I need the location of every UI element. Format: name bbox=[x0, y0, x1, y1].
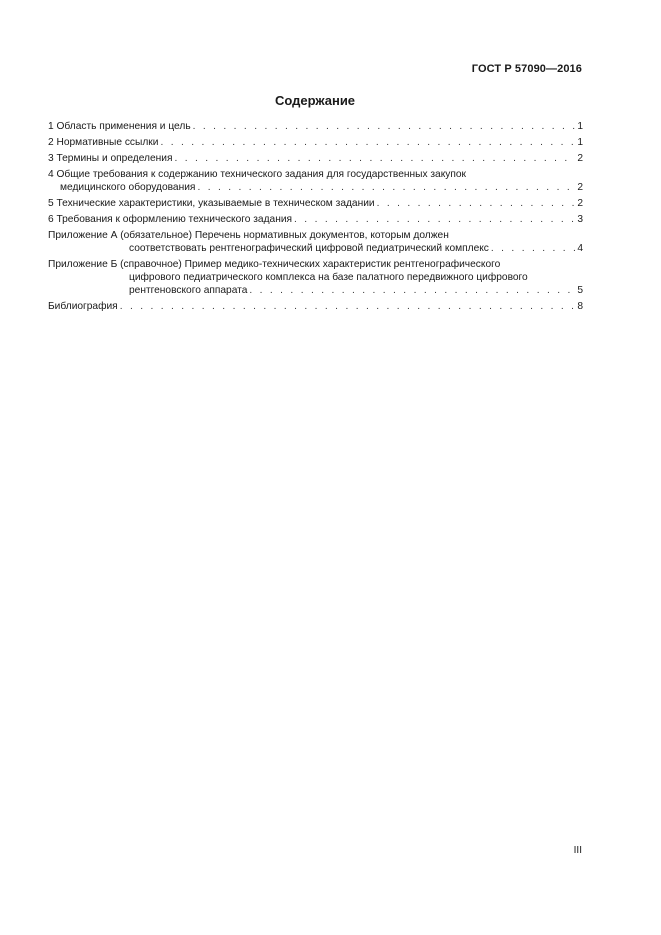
toc-entry[interactable] bbox=[48, 197, 583, 210]
dot-leader bbox=[491, 242, 575, 255]
toc-entry[interactable] bbox=[48, 152, 583, 165]
dot-leader bbox=[294, 213, 575, 226]
toc-entry[interactable] bbox=[48, 168, 583, 194]
toc-entry-label-line2: соответствовать рентгенографический цифровой педиатрический комплекс bbox=[129, 243, 489, 254]
toc-entry[interactable] bbox=[48, 213, 583, 226]
dot-leader bbox=[193, 120, 576, 133]
toc-entry-page: 2 bbox=[577, 153, 583, 164]
toc-entry-label: 1 Область применения и цель bbox=[48, 121, 191, 132]
dot-leader bbox=[160, 136, 575, 149]
toc-entry-label: 2 Нормативные ссылки bbox=[48, 137, 159, 148]
toc-entry-page: 8 bbox=[577, 301, 583, 312]
toc-entry-page: 2 bbox=[577, 182, 583, 193]
toc-title: Содержание bbox=[274, 93, 356, 108]
standard-code: ГОСТ Р 57090—2016 bbox=[471, 63, 582, 75]
toc-entry-label-line1: 4 Общие требования к содержанию технического задания для государственных закупок bbox=[48, 169, 467, 180]
toc-entry[interactable] bbox=[48, 136, 583, 149]
toc-entry-page: 3 bbox=[577, 214, 583, 225]
toc-entry-label-line2: медицинского оборудования bbox=[60, 182, 196, 193]
toc-entry-label: 6 Требования к оформлению технического задания bbox=[48, 214, 293, 225]
toc-entry[interactable] bbox=[48, 120, 583, 133]
dot-leader bbox=[377, 197, 576, 210]
toc-entry-label-line3: рентгеновского аппарата bbox=[129, 285, 248, 296]
toc-entry-page: 5 bbox=[577, 285, 583, 296]
dot-leader bbox=[174, 152, 575, 165]
toc-entry[interactable] bbox=[48, 229, 583, 255]
toc-entry[interactable] bbox=[48, 258, 583, 297]
toc-entry-label-line1: Приложение А (обязательное) Перечень нормативных документов, которым должен bbox=[48, 230, 449, 241]
toc-entry-label-line2: цифрового педиатрического комплекса на базе палатного передвижного цифрового bbox=[129, 272, 528, 283]
dot-leader bbox=[249, 284, 575, 297]
toc-entry-page: 4 bbox=[577, 243, 583, 254]
toc-entry-page: 1 bbox=[577, 121, 583, 132]
toc-entry[interactable] bbox=[48, 300, 583, 313]
dot-leader bbox=[120, 300, 576, 313]
toc-entry-page: 2 bbox=[577, 198, 583, 209]
page-number: III bbox=[573, 845, 582, 856]
toc-entry-label: 5 Технические характеристики, указываемые в техническом задании bbox=[48, 198, 375, 209]
table-of-contents bbox=[48, 120, 583, 316]
toc-entry-page: 1 bbox=[577, 137, 583, 148]
toc-entry-label: 3 Термины и определения bbox=[48, 153, 173, 164]
toc-entry-label: Библиография bbox=[48, 301, 118, 312]
toc-entry-label-line1: Приложение Б (справочное) Пример медико-технических характеристик рентгенографического bbox=[48, 259, 501, 270]
dot-leader bbox=[197, 181, 575, 194]
